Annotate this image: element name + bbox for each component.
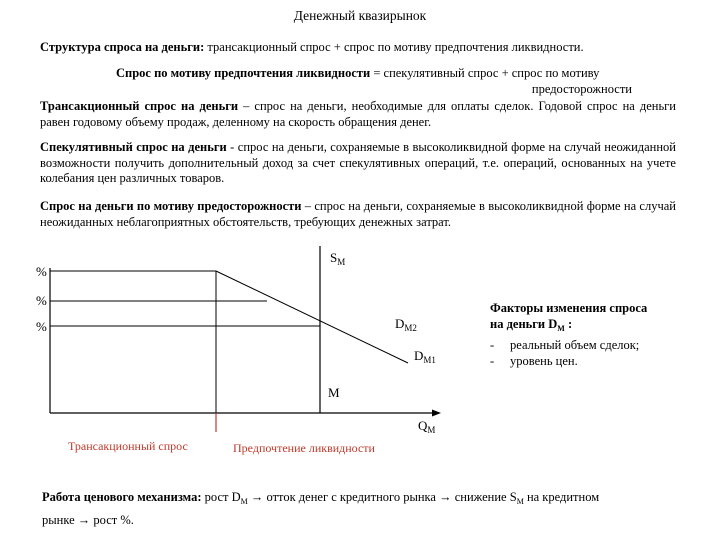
factor-item-2: - уровень цен.	[490, 354, 578, 368]
page-title: Денежный квазирынок	[293, 8, 427, 23]
liquidity-term: Спрос по мотиву предпочтения ликвидности	[116, 66, 371, 80]
precaution-text: – спрос на деньги, сохраняемые в высоколиквидной форме на случай неожиданных неблагоприятных обстоятельств, требующих денежных затрат.	[40, 199, 676, 229]
transactional-term: Трансакционный спрос на деньги	[40, 99, 239, 113]
speculative-text: - спрос на деньги, сохраняемые в высоколиквидной форме на случай неожиданной возможности получить дополнительный доход за счет спекулятивных операций, т.е. операций, основанных на учете колебания цен различных товаров.	[40, 140, 676, 185]
dm1-label: $D_{M1}$	[414, 348, 436, 365]
sm-label: $S_M$	[330, 250, 346, 267]
structure-term: Структура спроса на деньги:	[40, 40, 205, 54]
factors-title-1: Факторы изменения спроса	[490, 301, 648, 315]
mechanism-paragraph: Работа ценового механизма: рост $D_M$ → отток денег с кредитного рынка → снижение $S_M$ на кредитном рынке → рост %.	[42, 488, 692, 529]
liquidity-region-label: Предпочтение ликвидности	[233, 441, 375, 455]
mechanism-term: Работа ценового механизма:	[42, 490, 202, 504]
speculative-term: Спекулятивный спрос на деньги	[40, 140, 227, 154]
y-label-1: %	[36, 264, 47, 279]
demand-curve-dm	[216, 271, 408, 363]
m-label: M	[328, 385, 340, 400]
qm-label: $Q_M$	[418, 418, 436, 435]
factors-title-2: на деньги $D_M$ :	[490, 317, 573, 333]
y-label-3: %	[36, 319, 47, 334]
y-label-2: %	[36, 293, 47, 308]
x-axis-arrow	[432, 410, 441, 417]
transactional-region-label: Трансакционный спрос	[68, 439, 188, 453]
dm2-label: $D_{M2}$	[395, 316, 417, 333]
factors-block	[490, 300, 710, 369]
transactional-text: – спрос на деньги, необходимые для оплаты сделок. Годовой спрос на деньги равен годовому объему продаж, деленному на скорость обращения денег.	[40, 99, 676, 129]
liquidity-text: = спекулятивный спрос + спрос по мотиву	[370, 66, 600, 80]
precaution-term: Спрос на деньги по мотиву предосторожности	[40, 199, 302, 213]
mechanism-line2: рынке → рост %.	[42, 513, 134, 527]
structure-text: трансакционный спрос + спрос по мотиву предпочтения ликвидности.	[204, 40, 584, 54]
factor-item-1: - реальный объем сделок;	[490, 338, 640, 352]
liquidity-line2: предосторожности	[531, 81, 632, 96]
